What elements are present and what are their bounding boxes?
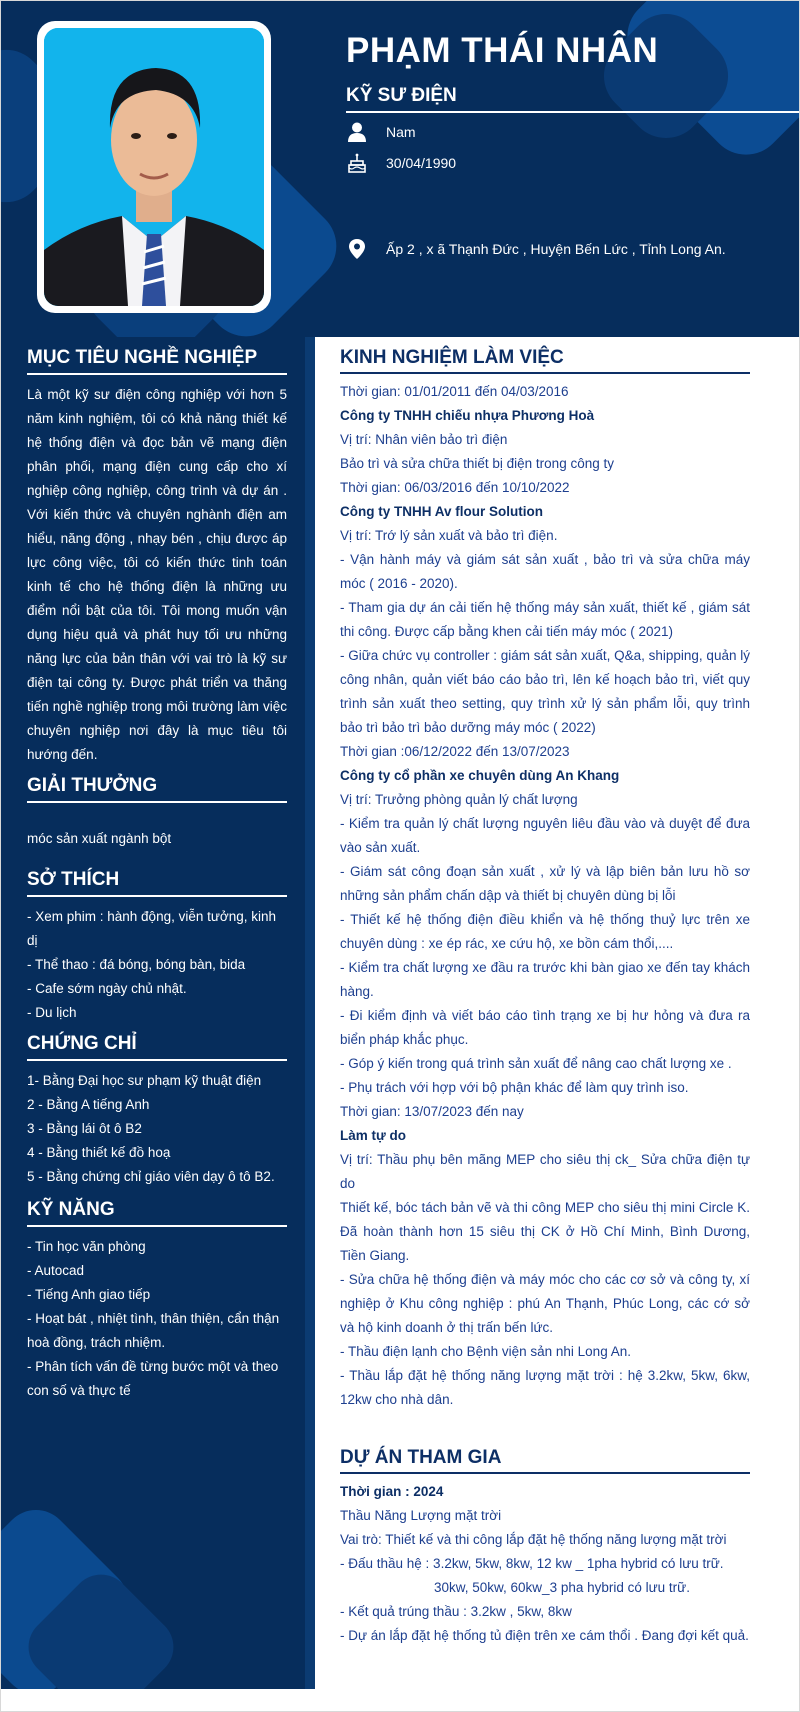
- location-pin-icon: [346, 238, 368, 260]
- experience-line: - Thiết kế hệ thống điện điều khiển và hệ thống thuỷ lực trên xe chuyên dùng : xe ép rác, xe cứu hộ, xe bồn cám thổi,....: [340, 912, 750, 951]
- experience-line: - Tham gia dự án cải tiến hệ thống máy sản xuất, thiết kế , giám sát thi công. Được cấp bằng khen cải tiến máy móc ( 2021): [340, 600, 750, 639]
- experience-line: - Đi kiểm định và viết báo cáo tình trạng xe bị hư hỏng và đưa ra biển pháp khắc phục.: [340, 1008, 750, 1047]
- birthdate-text: 30/04/1990: [386, 155, 457, 171]
- experience-line: - Thầu lắp đặt hệ thống năng lượng mặt trời : hệ 3.2kw, 5kw, 6kw, 12kw cho nhà dân.: [340, 1368, 750, 1407]
- projects-title: DỰ ÁN THAM GIA: [340, 1447, 750, 1474]
- objective-text: Là một kỹ sư điện công nghiệp với hơn 5 năm kinh nghiệm, tôi có khả năng thiết kế hệ thống điện và đọc bản vẽ mạng điện phân phối, mạng điện cung cấp cho xí nghiệp công nghiệp, công trình và dự án . Với kiến thức và chuyên nghành điện am hiểu, năng động , nhạy bén , chịu được áp lực công việc, tôi có kiến thức tinh toán kinh tế cho hệ thống điện là những ưu điểm nổi bật của tôi. Tôi mong muốn vận dụng hiệu quả và phát huy tối ưu những năng lực của bản thân với vai trò là kỹ sư điện tại công ty. Được phát triển va thăng tiến nghề nghiệp trong môi trường làm việc chuyên nghiệp nơi đây là mục tiêu tôi hướng đến.: [27, 387, 287, 762]
- hobby-item: - Thể thao : đá bóng, bóng bàn, bida: [27, 957, 246, 972]
- experience-line: - Vận hành máy và giám sát sản xuất , bảo trì và sửa chữa máy móc ( 2016 - 2020).: [340, 552, 750, 591]
- experience-line: Công ty cổ phần xe chuyên dùng An Khang: [340, 768, 620, 783]
- experience-line: Vị trí: Trưởng phòng quản lý chất lượng: [340, 792, 578, 807]
- person-icon: [346, 121, 368, 143]
- experience-line: - Giữa chức vụ controller : giám sát sản xuất, Q&a, shipping, quản lý công nhân, quản viết báo cáo bảo trì, lên kế hoạch bảo trì, viết quy trình sản xuất theo setting, quy trình xử lý sản phẩm lỗi, quy trình bảo trì bảo trì bảo dưỡng máy móc ( 2022): [340, 648, 750, 735]
- certificates-title: CHỨNG CHỈ: [27, 1033, 287, 1061]
- address-row: [346, 238, 726, 260]
- experience-line: - Thầu điện lạnh cho Bệnh viện sản nhi Long An.: [340, 1344, 631, 1359]
- gender-row: [346, 121, 416, 143]
- project-line: Thời gian : 2024: [340, 1484, 444, 1499]
- skills-section: [27, 1199, 287, 1403]
- objective-title: MỤC TIÊU NGHỀ NGHIỆP: [27, 347, 287, 375]
- awards-text: móc sản xuất ngành bột: [27, 831, 172, 846]
- skill-item: - Autocad: [27, 1263, 85, 1278]
- hobby-item: - Cafe sớm ngày chủ nhật.: [27, 981, 187, 996]
- project-line: - Kết quả trúng thầu : 3.2kw , 5kw, 8kw: [340, 1604, 572, 1619]
- project-line: - Đấu thầu hệ : 3.2kw, 5kw, 8kw, 12 kw _ 1pha hybrid có lưu trữ.: [340, 1556, 724, 1571]
- certificate-item: 5 - Bằng chứng chỉ giáo viên dạy ô tô B2.: [27, 1169, 275, 1184]
- experience-line: - Kiểm tra quản lý chất lượng nguyên liêu đầu vào và duyệt để đưa vào sản xuất.: [340, 816, 750, 855]
- hobby-item: - Xem phim : hành động, viễn tưởng, kinh dị: [27, 909, 277, 948]
- job-title: KỸ SƯ ĐIỆN: [346, 85, 457, 106]
- experience-line: Thiết kế, bóc tách bản vẽ và thi công MEP cho siêu thị mini Circle K. Đã hoàn thành hơn 15 siêu thị CK ở Hồ Chí Minh, Bình Dương, Tiền Giang.: [340, 1200, 750, 1263]
- experience-section: [340, 347, 750, 1412]
- awards-title: GIẢI THƯỞNG: [27, 775, 287, 803]
- profile-photo: [44, 28, 264, 306]
- experience-line: Bảo trì và sửa chữa thiết bị điện trong công ty: [340, 456, 614, 471]
- experience-title: KINH NGHIỆM LÀM VIỆC: [340, 347, 750, 374]
- hobby-item: - Du lịch: [27, 1005, 77, 1020]
- certificate-item: 3 - Bằng lái ôt ô B2: [27, 1121, 142, 1136]
- experience-line: Làm tự do: [340, 1128, 407, 1143]
- skill-item: - Tiếng Anh giao tiếp: [27, 1287, 151, 1302]
- experience-line: Vị trí: Nhân viên bảo trì điện: [340, 432, 508, 447]
- certificate-item: 4 - Bằng thiết kế đồ hoạ: [27, 1145, 171, 1160]
- project-line: Vai trò: Thiết kế và thi công lắp đặt hệ thống năng lượng mặt trời: [340, 1532, 727, 1547]
- sidebar-stripe: [305, 337, 315, 1689]
- skill-item: - Phân tích vấn đề từng bước một và theo con số và thực tế: [27, 1359, 279, 1398]
- experience-line: - Sửa chữa hệ thống điện và máy móc cho các cơ sở và công ty, xí nghiệp ở Khu công nghiệp : phú An Thạnh, Phúc Long, các cớ sở và hộ kinh doanh ở thị trấn bến lức.: [340, 1272, 750, 1335]
- experience-line: Công ty TNHH Av flour Solution: [340, 504, 543, 519]
- birthdate-row: [346, 152, 456, 174]
- candidate-name: PHẠM THÁI NHÂN: [346, 31, 659, 70]
- certificates-section: [27, 1033, 287, 1189]
- address-text: Ấp 2 , x ã Thạnh Đức , Huyện Bến Lức , Tỉnh Long An.: [386, 241, 726, 257]
- skill-item: - Hoạt bát , nhiệt tình, thân thiện, cẩn thận hoà đồng, trách nhiệm.: [27, 1311, 280, 1350]
- birthday-cake-icon: [346, 152, 368, 174]
- experience-line: - Kiểm tra chất lượng xe đầu ra trước khi bàn giao xe đến tay khách hàng.: [340, 960, 750, 999]
- skills-title: KỸ NĂNG: [27, 1199, 287, 1227]
- objective-section: [27, 347, 287, 767]
- awards-section: [27, 775, 287, 851]
- skill-item: - Tin học văn phòng: [27, 1239, 146, 1254]
- certificate-item: 1- Bằng Đại học sư phạm kỹ thuật điện: [27, 1073, 262, 1088]
- projects-list: [340, 1480, 750, 1648]
- hobbies-title: SỞ THÍCH: [27, 869, 287, 897]
- project-line: 30kw, 50kw, 60kw_3 pha hybrid có lưu trữ.: [434, 1580, 690, 1595]
- profile-photo-frame: [37, 21, 271, 313]
- projects-section: [340, 1447, 750, 1648]
- gender-text: Nam: [386, 124, 416, 140]
- certificate-item: 2 - Bằng A tiếng Anh: [27, 1097, 150, 1112]
- experience-line: Vị trí: Thầu phụ bên mãng MEP cho siêu thị ck_ Sửa chữa điện tự do: [340, 1152, 750, 1191]
- experience-line: Thời gian: 06/03/2016 đến 10/10/2022: [340, 480, 570, 495]
- portrait-illustration: [44, 28, 264, 306]
- experience-line: - Góp ý kiến trong quá trình sản xuất để nâng cao chất lượng xe .: [340, 1056, 732, 1071]
- hobbies-section: [27, 869, 287, 1025]
- experience-line: Thời gian :06/12/2022 đến 13/07/2023: [340, 744, 570, 759]
- project-line: Thầu Năng Lượng mặt trời: [340, 1508, 502, 1523]
- experience-line: Vị trí: Trớ lý sản xuất và bảo trì điện.: [340, 528, 558, 543]
- experience-line: - Phụ trách với hợp với bộ phận khác để làm quy trình iso.: [340, 1080, 689, 1095]
- project-line: - Dự án lắp đặt hệ thống tủ điện trên xe cám thổi . Đang đợi kết quả.: [340, 1628, 749, 1643]
- experience-line: Thời gian: 13/07/2023 đến nay: [340, 1104, 524, 1119]
- experience-line: Thời gian: 01/01/2011 đến 04/03/2016: [340, 384, 569, 399]
- experience-line: - Giám sát công đoạn sản xuất , xử lý và lập biên bản lưu hồ sơ những sản phẩm chấn dập và thiết bị chuyên dùng bị lỗi: [340, 864, 750, 903]
- job-title-underline: [346, 111, 800, 113]
- experience-line: Công ty TNHH chiếu nhựa Phương Hoà: [340, 408, 595, 423]
- experience-list: [340, 380, 750, 1412]
